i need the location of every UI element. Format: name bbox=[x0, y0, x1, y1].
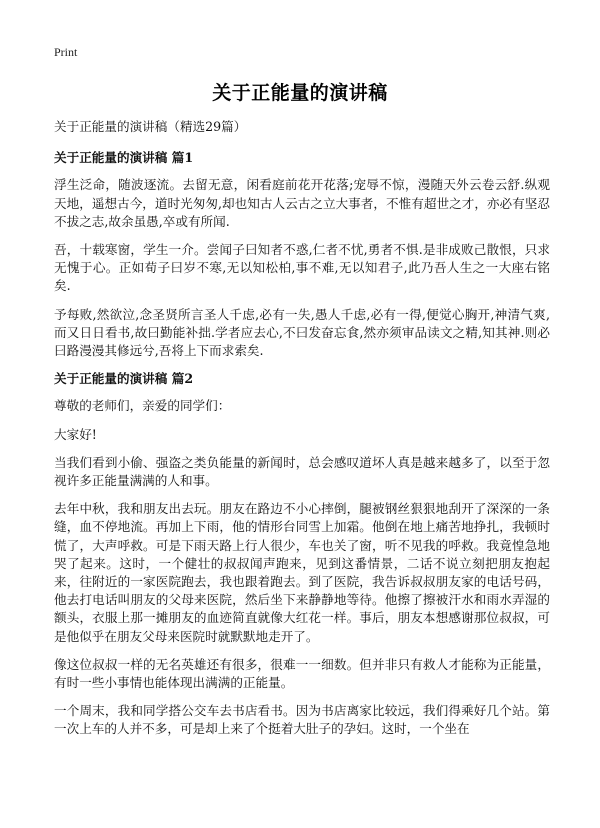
paragraph: 予每败,然欲泣,念圣贤所言圣人千虑,必有一失,愚人千虑,必有一得,便觉心胸开,神清气爽,而又日日看书,故曰勤能补拙.学者应去心,不曰发奋忘食,然亦须审品读文之精,知其神.则必曰路漫漫其修远兮,吾将上下而求索矣. bbox=[54, 306, 550, 359]
print-label: Print bbox=[54, 45, 78, 59]
paragraph: 像这位叔叔一样的无名英雄还有很多，很难一一细数。但并非只有救人才能称为正能量，有时一些小事情也能体现出满满的正能量。 bbox=[54, 656, 550, 691]
salutation-paragraph: 大家好! bbox=[54, 426, 97, 442]
document-subtitle: 关于正能量的演讲稿（精选29篇） bbox=[54, 119, 247, 134]
greeting-paragraph: 尊敬的老师们，亲爱的同学们： bbox=[54, 398, 231, 414]
document-body bbox=[54, 118, 550, 749]
paragraph: 一个周末，我和同学搭公交车去书店看书。因为书店离家比较远，我们得乘好几个站。第一次上车的人并不多，可是却上来了个挺着大肚子的孕妇。这时，一个坐在 bbox=[54, 703, 550, 737]
paragraph: 去年中秋，我和朋友出去玩。朋友在路边不小心摔倒，腿被钢丝狠狠地刮开了深深的一条缝，血不停地流。再加上下雨，他的情形台同雪上加霜。他倒在地上痛苦地挣扎，我顿时慌了，大声呼救。可是下雨天路上行人很少，车也关了窗，听不见我的呼救。我竟惶急地哭了起来。这时，一个健壮的叔叔闻声跑来，见到这番情景，二话不说立刻把朋友抱起来，往附近的一家医院跑去，我也跟着跑去。到了医院，我告诉叔叔朋友家的电话号码，他去打电话叫朋友的父母来医院，然后坐下来静静地等待。他擦了擦被汗水和雨水弄湿的额头，衣服上那一摊朋友的血迹简直就像大红花一样。事后，朋友本想感谢那位叔叔，可是他似乎在朋友父母来医院时就默默地走开了。 bbox=[54, 501, 550, 644]
paragraph: 当我们看到小偷、强盗之类负能量的新闻时，总会感叹道坏人真是越来越多了，以至于忽视许多正能量满满的人和事。 bbox=[54, 454, 550, 489]
paragraph: 浮生泛命，随波逐流。去留无意，闲看庭前花开花落;宠辱不惊，漫随天外云卷云舒.纵观天地，遥想古今，道时光匆匆,却也知古人云古之立大事者，不惟有超世之才，亦必有坚忍不拔之志,故余虽愚,卒或有所闻. bbox=[54, 177, 550, 229]
page-title: 关于正能量的演讲稿 bbox=[212, 82, 388, 104]
section-heading-2: 关于正能量的演讲稿 篇2 bbox=[54, 371, 194, 387]
paragraph: 吾，十载寒窗，学生一介。尝闻子曰知者不惑,仁者不忧,勇者不惧.是非成败己散恨，只求无愧于心。正如荀子曰岁不寒,无以知松柏,事不难,无以知君子,此乃吾人生之一大座右铭矣. bbox=[54, 242, 550, 294]
section-heading-1: 关于正能量的演讲稿 篇1 bbox=[54, 150, 194, 166]
